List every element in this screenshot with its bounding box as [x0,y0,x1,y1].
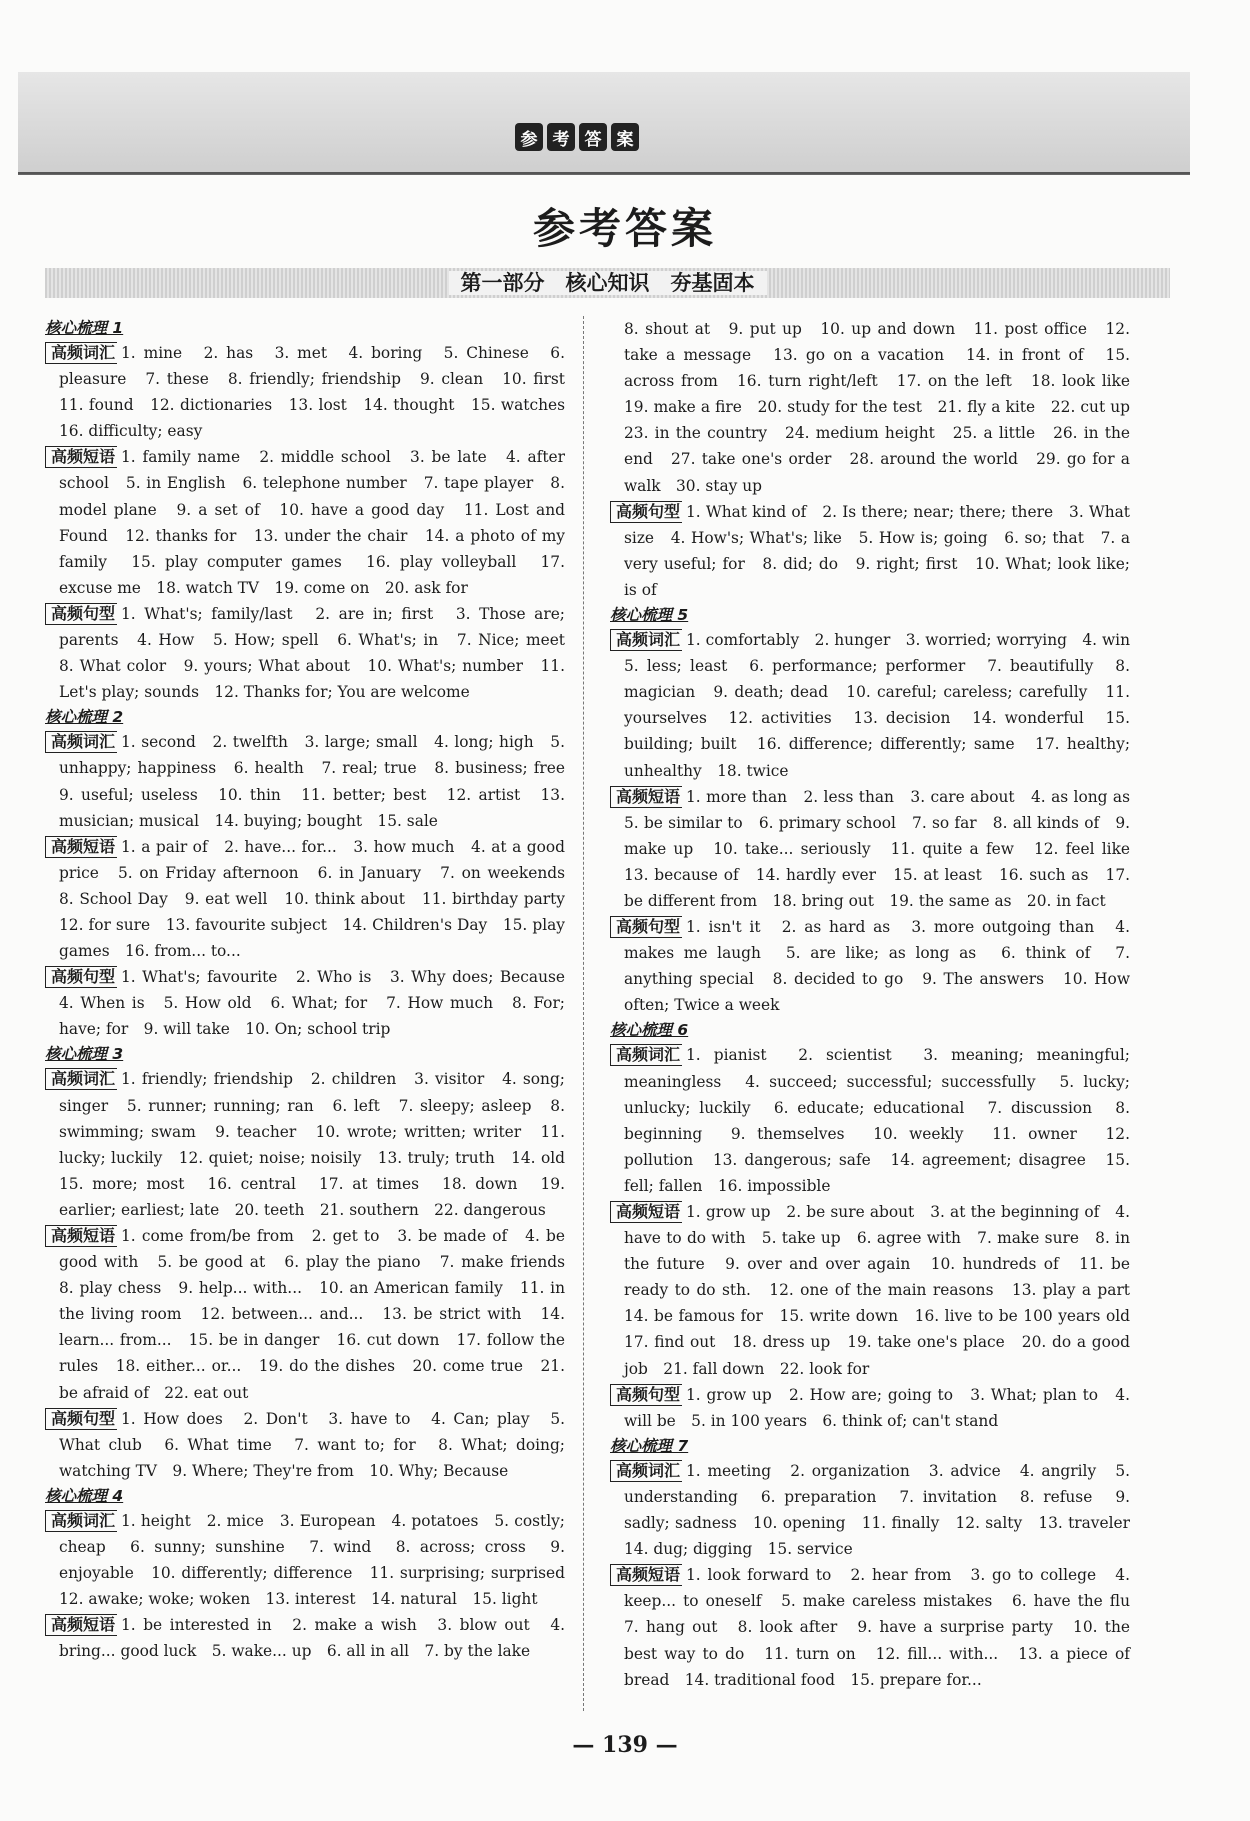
answer-text: 1. mine 2. has 3. met 4. boring 5. Chinese 6. pleasure 7. these 8. friendly; friendship 9. clean 10. first 11. found 12. dictionaries 13. lost 14. thought 15. watches 16. difficulty; easy [59,344,581,441]
answer-text: 1. isn't it 2. as hard as 3. more outgoing than 4. makes me laugh 5. are like; as long as 6. think of 7. anything special 8. decided to go 9. The answers 10. How often; Twice a week [624,918,1130,1015]
category-label: 高频句型 [45,603,117,625]
category-label: 高频词汇 [610,1044,682,1066]
answer-paragraph [45,1066,581,1223]
answer-paragraph [45,340,581,444]
section-heading: 第一部分 核心知识 夯基固本 [449,271,767,295]
badge-char: 考 [547,123,575,151]
answer-text: 1. grow up 2. How are; going to 3. What; plan to 4. will be 5. in 100 years 6. think of; can't stand [624,1385,1130,1430]
answer-text: 1. second 2. twelfth 3. large; small 4. long; high 5. unhappy; happiness 6. health 7. real; true 8. business; free 9. useful; useless 10. thin 11. better; best 12. artist 13. musician; musical 14. buying; bought 15. sale [59,733,581,830]
badge-char: 参 [515,123,543,151]
answer-text: 1. grow up 2. be sure about 3. at the beginning of 4. have to do with 5. take up 6. agree with 7. make sure 8. in the future 9. over and over again 10. hundreds of 11. be ready to do sth. 12. one of the main reasons 13. play a part 14. be famous for 15. write down 16. live to be 100 years old 17. find out 18. dress up 19. take one's place 20. do a good job 21. fall down 22. look for [624,1203,1146,1378]
category-label: 高频短语 [610,1564,682,1586]
answer-paragraph [610,914,1130,1018]
answer-paragraph [610,784,1146,914]
header-rule [18,174,1190,175]
answer-text: 1. height 2. mice 3. European 4. potatoes 5. costly; cheap 6. sunny; sunshine 7. wind 8. across; cross 9. enjoyable 10. differently; difference 11. surprising; surprised 12. awake; woke; woken 13. interest 14. natural 15. light [59,1511,581,1609]
right-column [610,316,1146,1693]
answer-paragraph [45,834,581,964]
unit-heading: 核心梳理 1 [45,319,124,337]
category-label: 高频短语 [45,1614,117,1636]
unit-heading: 核心梳理 4 [45,1486,124,1505]
answer-paragraph [610,316,1146,499]
category-label: 高频词汇 [45,731,117,753]
answer-paragraph [610,1042,1130,1199]
badge-char: 答 [579,123,607,151]
unit-heading: 核心梳理 6 [610,1021,689,1040]
answer-paragraph [45,729,581,833]
answer-paragraph [45,601,581,705]
category-label: 高频句型 [45,966,117,988]
answer-paragraph [45,1508,581,1612]
left-column [45,316,581,1665]
answer-text: 1. What's; family/last 2. are in; first 3. Those are; parents 4. How 5. How; spell 6. What's; in 7. Nice; meet 8. What color 9. yours; What about 10. What's; number 11. Let's play; sounds 12. Thanks for; You are welcome [59,604,581,702]
answer-paragraph [610,627,1146,784]
answer-text: 1. more than 2. less than 3. care about 4. as long as 5. be similar to 6. primary school 7. so far 8. all kinds of 9. make up 10. take... seriously 11. quite a few 12. feel like 13. because of 14. hardly ever 15. at least 16. such as 17. be different from 18. bring out 19. the same as 20. in fact [624,787,1146,910]
answer-text: 1. What kind of 2. Is there; near; there; there 3. What size 4. How's; What's; like 5. How is; going 6. so; that 7. a very useful; for 8. did; do 9. right; first 10. What; look like; is of [624,502,1130,599]
page-title: 参考答案 [532,204,717,253]
answer-paragraph [45,964,581,1042]
badge-char: 案 [611,123,639,151]
answer-text: 1. What's; favourite 2. Who is 3. Why does; Because 4. When is 5. How old 6. What; for 7. How much 8. For; have; for 9. will take 10. On; school trip [59,968,581,1039]
answer-paragraph [610,1562,1146,1692]
category-label: 高频句型 [610,501,682,523]
answer-paragraph [45,444,565,601]
answer-text: 1. be interested in 2. make a wish 3. blow out 4. bring... good luck 5. wake... up 6. all in all 7. by the lake [59,1616,565,1661]
answer-text: 1. friendly; friendship 2. children 3. visitor 4. song; singer 5. runner; running; ran 6. left 7. sleepy; asleep 8. swimming; swam 9. teacher 10. wrote; written; writer 11. lucky; luckily 12. quiet; noise; noisily 13. truly; truth 14. old 15. more; most 16. central 17. at times 18. down 19. earlier; earliest; late 20. teeth 21. southern 22. dangerous [59,1070,581,1219]
answer-paragraph [610,1199,1146,1382]
column-divider [583,316,584,1711]
answer-text: 1. look forward to 2. hear from 3. go to college 4. keep... to oneself 5. make careless mistakes 6. have the flu 7. hang out 8. look after 9. have a surprise party 10. the best way to do 11. turn on 12. fill... with... 13. a piece of bread 14. traditional food 15. prepare for... [624,1566,1146,1689]
answer-paragraph [610,1458,1146,1562]
answer-text: 1. How does 2. Don't 3. have to 4. Can; play 5. What club 6. What time 7. want to; for 8. What; doing; watching TV 9. Where; They're from 10. Why; Because [59,1409,565,1480]
category-label: 高频短语 [610,786,682,808]
page-number: — 139 — [572,1732,678,1758]
answer-paragraph [45,1223,581,1406]
category-label: 高频短语 [45,836,117,858]
unit-heading: 核心梳理 2 [45,708,124,727]
answer-text: 1. family name 2. middle school 3. be late 4. after school 5. in English 6. telephone number 7. tape player 8. model plane 9. a set of 10. have a good day 11. Lost and Found 12. thanks for 13. under the chair 14. a photo of my family 15. play computer games 16. play volleyball 17. excuse me 18. watch TV 19. come on 20. ask for [59,448,565,597]
category-label: 高频短语 [45,446,117,468]
category-label: 高频句型 [45,1408,117,1430]
category-label: 高频词汇 [45,1510,117,1532]
answer-text: 1. comfortably 2. hunger 3. worried; worrying 4. win 5. less; least 6. performance; performer 7. beautifully 8. magician 9. death; dead 10. careful; careless; carefully 11. yourselves 12. activities 13. decision 14. wonderful 15. building; built 16. difference; differently; same 17. healthy; unhealthy 18. twice [624,631,1146,780]
category-label: 高频句型 [610,1384,682,1406]
category-label: 高频词汇 [45,342,117,364]
answer-text: 1. a pair of 2. have... for... 3. how much 4. at a good price 5. on Friday afternoon 6. in January 7. on weekends 8. School Day 9. eat well 10. think about 11. birthday party 12. for sure 13. favourite subject 14. Children's Day 15. play games 16. from... to... [59,837,581,961]
answer-text: 1. pianist 2. scientist 3. meaning; meaningful; meaningless 4. succeed; successful; successfully 5. lucky; unlucky; luckily 6. educate; educational 7. discussion 8. beginning 9. themselves 10. weekly 11. owner 12. pollution 13. dangerous; safe 14. agreement; disagree 15. fell; fallen 16. impossible [624,1046,1130,1195]
answer-text: 1. meeting 2. organization 3. advice 4. angrily 5. understanding 6. preparation 7. invitation 8. refuse 9. sadly; sadness 10. opening 11. finally 12. salty 13. traveler 14. dug; digging 15. service [624,1461,1146,1559]
answer-paragraph [610,499,1130,603]
section-heading-bar [45,268,1170,298]
answer-text: 8. shout at 9. put up 10. up and down 11. post office 12. take a message 13. go on a vacation 14. in front of 15. across from 16. turn right/left 17. on the left 18. look like 19. make a fire 20. study for the test 21. fly a kite 22. cut up 23. in the country 24. medium height 25. a little 26. in the end 27. take one's order 28. around the world 29. go for a walk 30. stay up [624,320,1146,495]
category-label: 高频词汇 [45,1068,117,1090]
category-label: 高频词汇 [610,629,682,651]
unit-heading: 核心梳理 7 [610,1436,689,1455]
unit-heading: 核心梳理 3 [45,1045,124,1064]
answer-paragraph [610,1382,1130,1434]
category-label: 高频词汇 [610,1460,682,1482]
answer-paragraph [45,1612,565,1664]
category-label: 高频短语 [610,1201,682,1223]
category-label: 高频短语 [45,1225,117,1247]
category-label: 高频句型 [610,916,682,938]
answer-text: 1. come from/be from 2. get to 3. be made of 4. be good with 5. be good at 6. play the piano 7. make friends 8. play chess 9. help... with... 10. an American family 11. in the living room 12. between... and... 13. be strict with 14. learn... from... 15. be in danger 16. cut down 17. follow the rules 18. either... or... 19. do the dishes 20. come true 21. be afraid of 22. eat out [59,1227,581,1402]
unit-heading: 核心梳理 5 [610,606,689,625]
header-badge [512,122,642,152]
answer-paragraph [45,1406,565,1484]
